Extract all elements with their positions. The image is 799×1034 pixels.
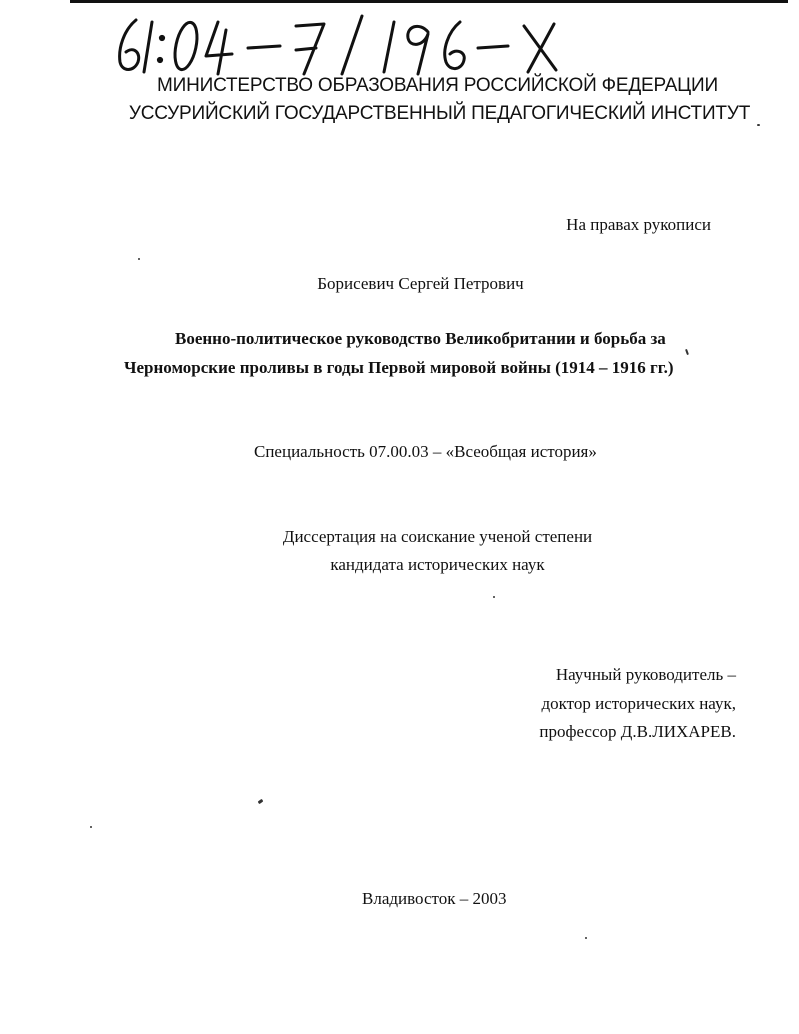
supervisor-name: профессор Д.В.ЛИХАРЕВ. bbox=[539, 722, 736, 741]
supervisor-degree: доктор исторических наук, bbox=[541, 694, 736, 713]
dissertation-title-line-2: Черноморские проливы в годы Первой мировой войны (1914 – 1916 гг.) bbox=[124, 358, 674, 377]
place-and-year: Владивосток – 2003 bbox=[362, 889, 507, 908]
scan-top-border bbox=[70, 0, 788, 3]
dissertation-purpose-line-2: кандидата исторических наук bbox=[330, 555, 545, 574]
specialty: Специальность 07.00.03 – «Всеобщая история» bbox=[254, 442, 597, 461]
scan-speck bbox=[258, 799, 264, 804]
scan-speck bbox=[585, 937, 587, 939]
scan-speck bbox=[757, 124, 760, 126]
dissertation-title-line-1: Военно-политическое руководство Великобритании и борьба за bbox=[175, 329, 666, 348]
handwritten-archive-code bbox=[110, 8, 580, 76]
institute-heading: УССУРИЙСКИЙ ГОСУДАРСТВЕННЫЙ ПЕДАГОГИЧЕСКИЙ ИНСТИТУТ bbox=[128, 103, 751, 124]
rights-note: На правах рукописи bbox=[566, 215, 711, 234]
supervisor-role: Научный руководитель – bbox=[555, 665, 736, 684]
scan-speck bbox=[685, 349, 689, 355]
scan-speck bbox=[138, 258, 140, 260]
scan-speck bbox=[493, 596, 495, 598]
dissertation-purpose-line-1: Диссертация на соискание ученой степени bbox=[282, 527, 593, 546]
ministry-heading: МИНИСТЕРСТВО ОБРАЗОВАНИЯ РОССИЙСКОЙ ФЕДЕРАЦИИ bbox=[157, 75, 718, 96]
scan-speck bbox=[90, 826, 92, 828]
author-name: Борисевич Сергей Петрович bbox=[317, 274, 524, 293]
